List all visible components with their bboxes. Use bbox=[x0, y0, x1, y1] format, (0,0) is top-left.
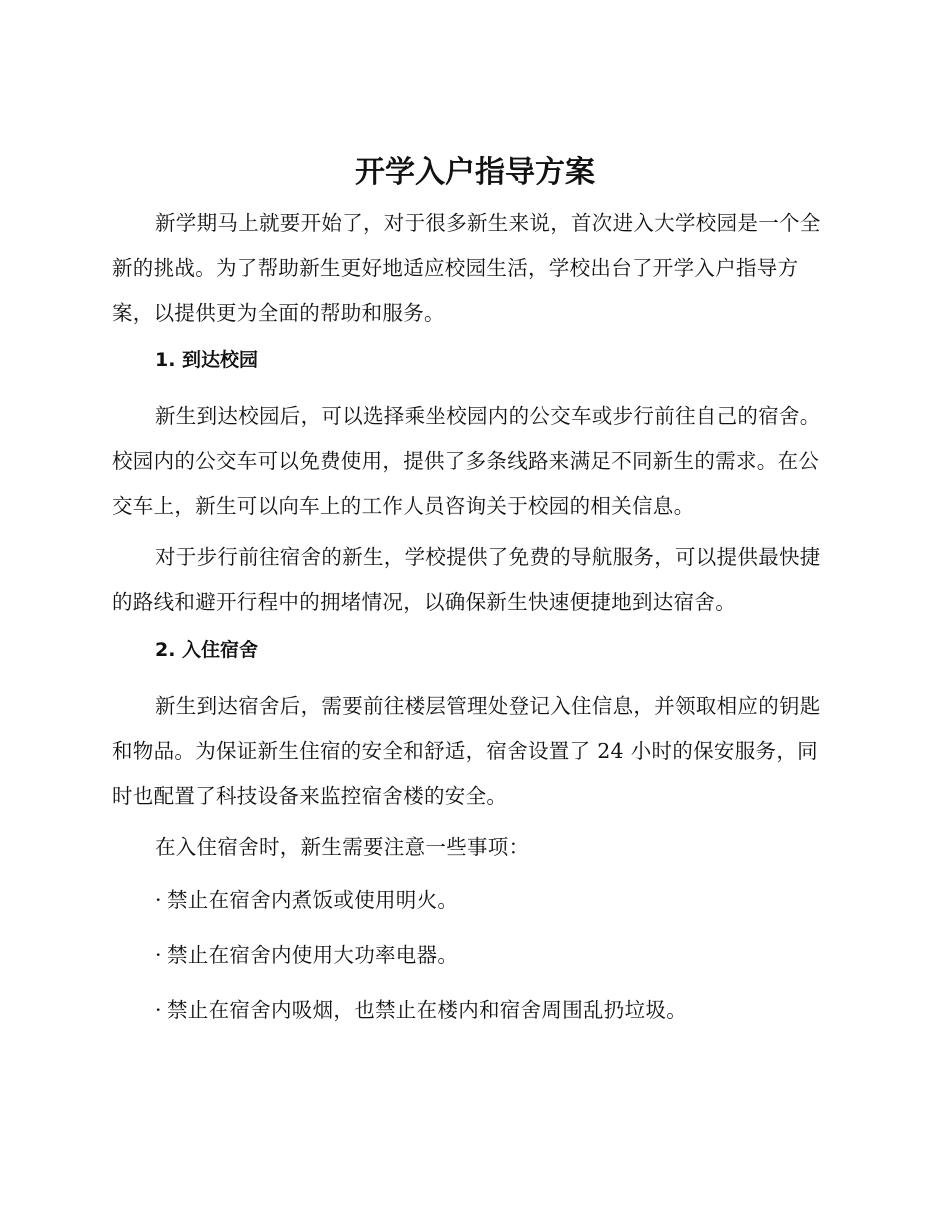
list-item bbox=[155, 992, 687, 1028]
dorm-paragraph-notice: 在入住宿舍时，新生需要注意一些事项： bbox=[155, 835, 530, 859]
section-heading-arrival: 1. 到达校园 bbox=[155, 349, 259, 371]
bullet-icon: · bbox=[155, 998, 162, 1022]
bullet-icon: · bbox=[155, 888, 162, 912]
list-item-text: 禁止在宿舍内煮饭或使用明火。 bbox=[167, 888, 459, 912]
list-item bbox=[155, 937, 458, 973]
arrival-paragraph-bus: 新生到达校园后，可以选择乘坐校园内的公交车或步行前往自己的宿舍。校园内的公交车可以免费使用，提供了多条线路来满足不同新生的需求。在公交车上，新生可以向车上的工作人员咨询关于校园的相关信息。 bbox=[112, 404, 821, 518]
list-item-text: 禁止在宿舍内使用大功率电器。 bbox=[167, 943, 459, 967]
dorm-paragraph-checkin: 新生到达宿舍后，需要前往楼层管理处登记入住信息，并领取相应的钥匙和物品。为保证新生住宿的安全和舒适，宿舍设置了 24 小时的保安服务，同时也配置了科技设备来监控宿舍楼的安全。 bbox=[112, 694, 821, 808]
arrival-paragraph-walk: 对于步行前往宿舍的新生，学校提供了免费的导航服务，可以提供最快捷的路线和避开行程中的拥堵情况，以确保新生快速便捷地到达宿舍。 bbox=[112, 545, 821, 614]
list-item bbox=[155, 882, 458, 918]
section-heading-dorm: 2. 入住宿舍 bbox=[155, 639, 259, 661]
list-item-text: 禁止在宿舍内吸烟，也禁止在楼内和宿舍周围乱扔垃圾。 bbox=[167, 998, 687, 1022]
bullet-icon: · bbox=[155, 943, 162, 967]
document-title: 开学入户指导方案 bbox=[355, 155, 595, 190]
intro-paragraph: 新学期马上就要开始了，对于很多新生来说，首次进入大学校园是一个全新的挑战。为了帮助新生更好地适应校园生活，学校出台了开学入户指导方案，以提供更为全面的帮助和服务。 bbox=[112, 211, 821, 325]
